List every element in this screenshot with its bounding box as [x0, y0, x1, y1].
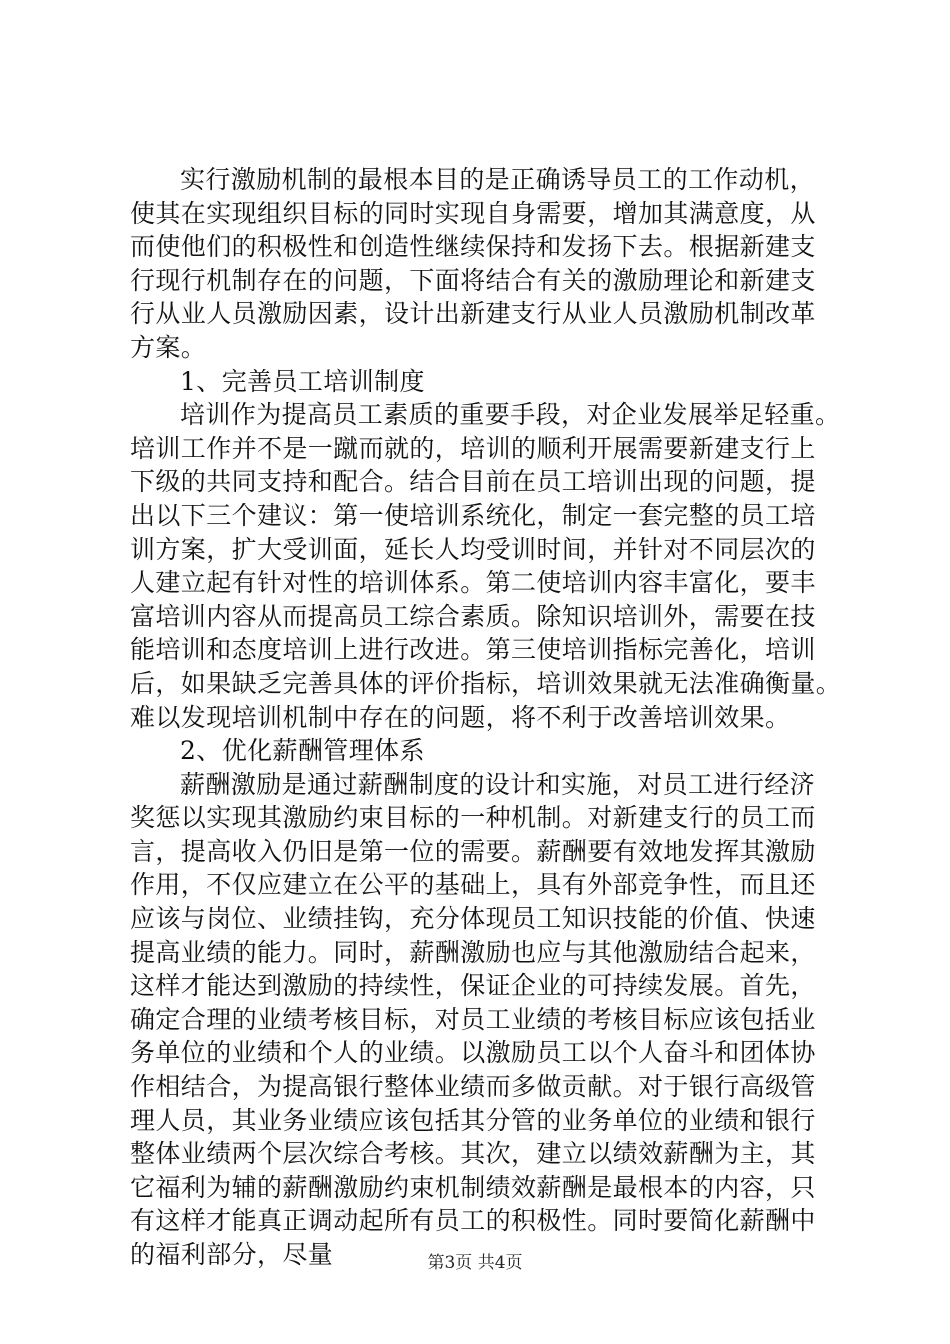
text-line: 务单位的业绩和个人的业绩。以激励员工以个人奋斗和团体协: [130, 1038, 816, 1068]
text-line: 奖惩以实现其激励约束目标的一种机制。对新建支行的员工而: [130, 803, 816, 833]
document-body: [130, 163, 842, 1272]
text-line: 作相结合，为提高银行整体业绩而多做贡献。对于银行高级管: [130, 1072, 816, 1102]
text-line: 的福利部分，尽量: [130, 1240, 334, 1269]
text-line: 确定合理的业绩考核目标，对员工业绩的考核目标应该包括业: [130, 1004, 816, 1034]
text-line: 方案。: [130, 332, 207, 362]
text-line: 训方案，扩大受训面，延长人均受训时间，并针对不同层次的: [130, 534, 816, 564]
text-line: 行从业人员激励因素，设计出新建支行从业人员激励机制改革: [130, 299, 816, 329]
page-number-footer: 第3页 共4页: [427, 1253, 523, 1273]
text-line: 这样才能达到激励的持续性，保证企业的可持续发展。首先，: [130, 971, 816, 1001]
text-line: 实行激励机制的最根本目的是正确诱导员工的工作动机，: [180, 165, 816, 194]
text-line: 薪酬激励是通过薪酬制度的设计和实施，对员工进行经济: [180, 769, 816, 799]
text-line: 整体业绩两个层次综合考核。其次，建立以绩效薪酬为主，其: [130, 1139, 816, 1169]
text-line: 培训工作并不是一蹴而就的，培训的顺利开展需要新建支行上: [130, 433, 816, 463]
text-line: 理人员，其业务业绩应该包括其分管的业务单位的业绩和银行: [130, 1105, 816, 1135]
text-line: 使其在实现组织目标的同时实现自身需要，增加其满意度，从: [130, 198, 816, 228]
text-line: 人建立起有针对性的培训体系。第二使培训内容丰富化，要丰: [130, 568, 816, 598]
text-line: 后，如果缺乏完善具体的评价指标，培训效果就无法准确衡量。: [130, 668, 842, 698]
compensation-paragraph: [130, 768, 830, 1272]
text-line: 言，提高收入仍旧是第一位的需要。薪酬要有效地发挥其激励: [130, 836, 816, 866]
text-line: 行现行机制存在的问题，下面将结合有关的激励理论和新建支: [130, 265, 816, 295]
text-line: 下级的共同支持和配合。结合目前在员工培训出现的问题，提: [130, 467, 816, 497]
section-heading-training: 1、完善员工培训制度: [180, 366, 425, 396]
text-line: 而使他们的积极性和创造性继续保持和发扬下去。根据新建支: [130, 232, 816, 262]
text-line: 应该与岗位、业绩挂钩，充分体现员工知识技能的价值、快速: [130, 904, 816, 934]
text-line: 出以下三个建议：第一使培训系统化，制定一套完整的员工培: [130, 500, 816, 530]
text-line: 富培训内容从而提高员工综合素质。除知识培训外，需要在技: [130, 601, 816, 631]
section-heading-compensation: 2、优化薪酬管理体系: [180, 736, 425, 766]
training-paragraph: [130, 398, 842, 734]
text-line: 作用，不仅应建立在公平的基础上，具有外部竞争性，而且还: [130, 870, 816, 900]
text-line: 培训作为提高员工素质的重要手段，对企业发展举足轻重。: [180, 400, 841, 430]
text-line: 它福利为辅的薪酬激励约束机制绩效薪酬是最根本的内容，只: [130, 1172, 816, 1202]
intro-paragraph: [130, 163, 830, 365]
text-line: 提高业绩的能力。同时，薪酬激励也应与其他激励结合起来，: [130, 937, 816, 967]
text-line: 有这样才能真正调动起所有员工的积极性。同时要简化薪酬中: [130, 1206, 816, 1236]
text-line: 能培训和态度培训上进行改进。第三使培训指标完善化，培训: [130, 635, 816, 665]
text-line: 难以发现培训机制中存在的问题，将不利于改善培训效果。: [130, 702, 791, 732]
